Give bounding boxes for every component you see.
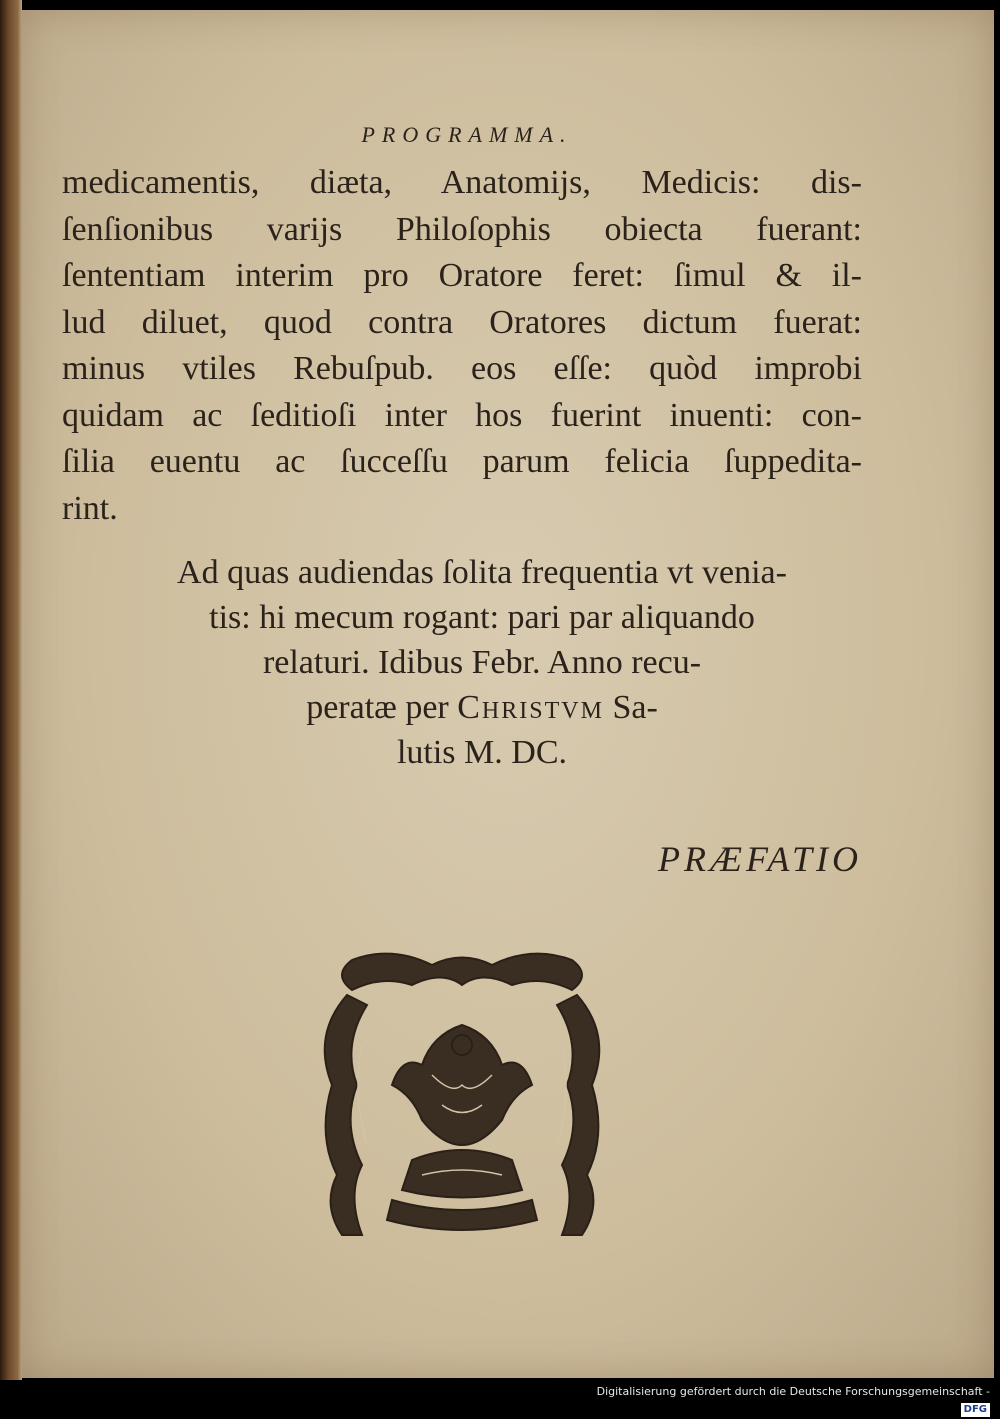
footer-text: Digitalisierung gefördert durch die Deutsche Forschungsgemeinschaft - <box>596 1385 990 1398</box>
body-line: medicamentis, diæta, Anatomijs, Medicis: dis- <box>62 164 862 201</box>
body-line: lud diluet, quod contra Oratores dictum fuerat: <box>62 303 862 341</box>
body-line: ſilia euentu ac ſucceſſu parum felicia ſuppedita- <box>62 443 862 480</box>
closing-line: relaturi. Idibus Febr. Anno recu- <box>262 644 702 681</box>
body-line: minus vtiles Rebuſpub. eos eſſe: quòd improbi <box>62 350 862 387</box>
closing-line: lutis M. DC. <box>396 734 568 771</box>
body-line: rint. <box>62 489 118 527</box>
dfg-logo: DFG <box>961 1403 990 1417</box>
body-text <box>62 160 862 532</box>
catchword: PRÆFATIO <box>657 839 862 879</box>
body-line: ſenſionibus varijs Philoſophis obiecta fuerant: <box>62 210 862 248</box>
body-line: ſententiam interim pro Oratore feret: ſimul & il- <box>62 257 862 294</box>
christum-smallcaps: Christvm <box>457 689 604 726</box>
running-head: PROGRAMMA. <box>361 122 573 147</box>
book-spine <box>0 0 22 1380</box>
closing-line <box>82 685 882 730</box>
pelican-woodcut-icon <box>292 945 632 1255</box>
book-page <box>22 10 994 1378</box>
closing-paragraph <box>82 550 882 775</box>
digitization-footer <box>590 1383 990 1415</box>
closing-text: Sa- <box>603 689 658 726</box>
closing-text: peratæ per <box>306 689 458 726</box>
closing-line: tis: hi mecum rogant: pari par aliquando <box>209 599 755 636</box>
closing-line: Ad quas audiendas ſolita frequentia vt venia- <box>177 554 787 591</box>
body-line: quidam ac ſeditioſi inter hos fuerint inuenti: con- <box>62 396 862 434</box>
